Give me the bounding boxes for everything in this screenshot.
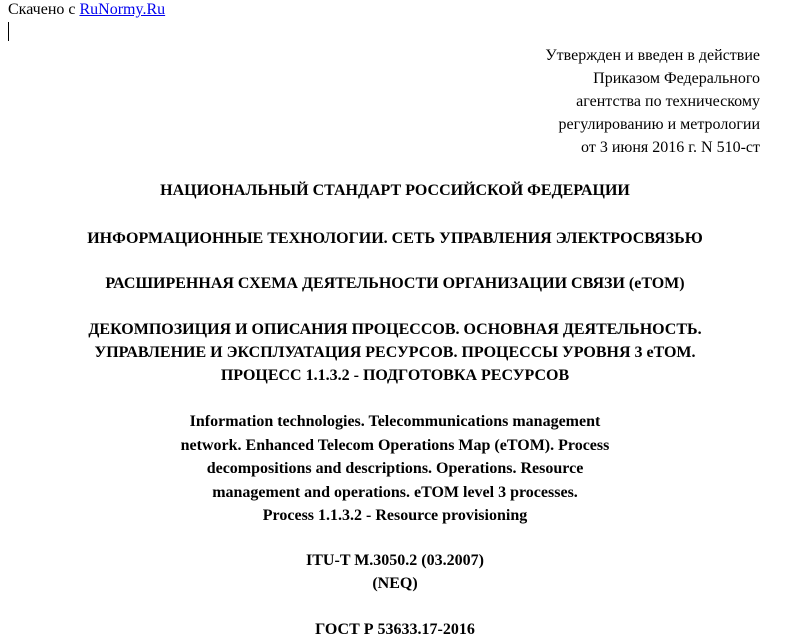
itu-reference-code: ITU-T M.3050.2 (03.2007) xyxy=(306,552,484,569)
title-sub-heading xyxy=(0,318,790,387)
approval-line: агентства по техническому xyxy=(576,93,760,110)
gost-number: ГОСТ Р 53633.17-2016 xyxy=(315,621,475,638)
english-title xyxy=(0,410,790,528)
title-sub-line: ПРОЦЕСС 1.1.3.2 - ПОДГОТОВКА РЕСУРСОВ xyxy=(220,367,570,384)
title-main-heading: РАСШИРЕННАЯ СХЕМА ДЕЯТЕЛЬНОСТИ ОРГАНИЗАЦИИ СВЯЗИ (eTOM) xyxy=(105,275,685,292)
text-cursor xyxy=(8,22,9,41)
runormy-link[interactable]: RuNormy.Ru xyxy=(79,1,166,18)
approval-line: Утвержден и введен в действие xyxy=(545,47,760,64)
approval-line: от 3 июня 2016 г. N 510-ст xyxy=(581,139,760,156)
conformity-mark: (NEQ) xyxy=(372,575,418,592)
approval-block xyxy=(545,44,760,159)
standard-type-heading: НАЦИОНАЛЬНЫЙ СТАНДАРТ РОССИЙСКОЙ ФЕДЕРАЦИИ xyxy=(160,182,630,199)
itu-reference xyxy=(0,549,790,595)
approval-line: регулированию и метрологии xyxy=(558,116,760,133)
english-title-line: management and operations. eTOM level 3 processes. xyxy=(212,483,578,501)
english-title-line: decompositions and descriptions. Operations. Resource xyxy=(206,460,584,477)
english-title-line: Process 1.1.3.2 - Resource provisioning xyxy=(262,507,528,524)
english-title-line: Information technologies. Telecommunications management xyxy=(189,413,601,430)
title-group-heading: ИНФОРМАЦИОННЫЕ ТЕХНОЛОГИИ. СЕТЬ УПРАВЛЕНИЯ ЭЛЕКТРОСВЯЗЬЮ xyxy=(87,230,703,247)
download-notice xyxy=(8,0,165,20)
approval-line: Приказом Федерального xyxy=(593,70,760,87)
title-sub-line: УПРАВЛЕНИЕ И ЭКСПЛУАТАЦИЯ РЕСУРСОВ. ПРОЦЕССЫ УРОВНЯ 3 eTOM. xyxy=(94,344,696,361)
title-sub-line: ДЕКОМПОЗИЦИЯ И ОПИСАНИЯ ПРОЦЕССОВ. ОСНОВНАЯ ДЕЯТЕЛЬНОСТЬ. xyxy=(88,321,702,338)
english-title-line: network. Enhanced Telecom Operations Map (eTOM). Process xyxy=(180,436,610,454)
download-notice-prefix: Скачено с xyxy=(8,1,76,18)
